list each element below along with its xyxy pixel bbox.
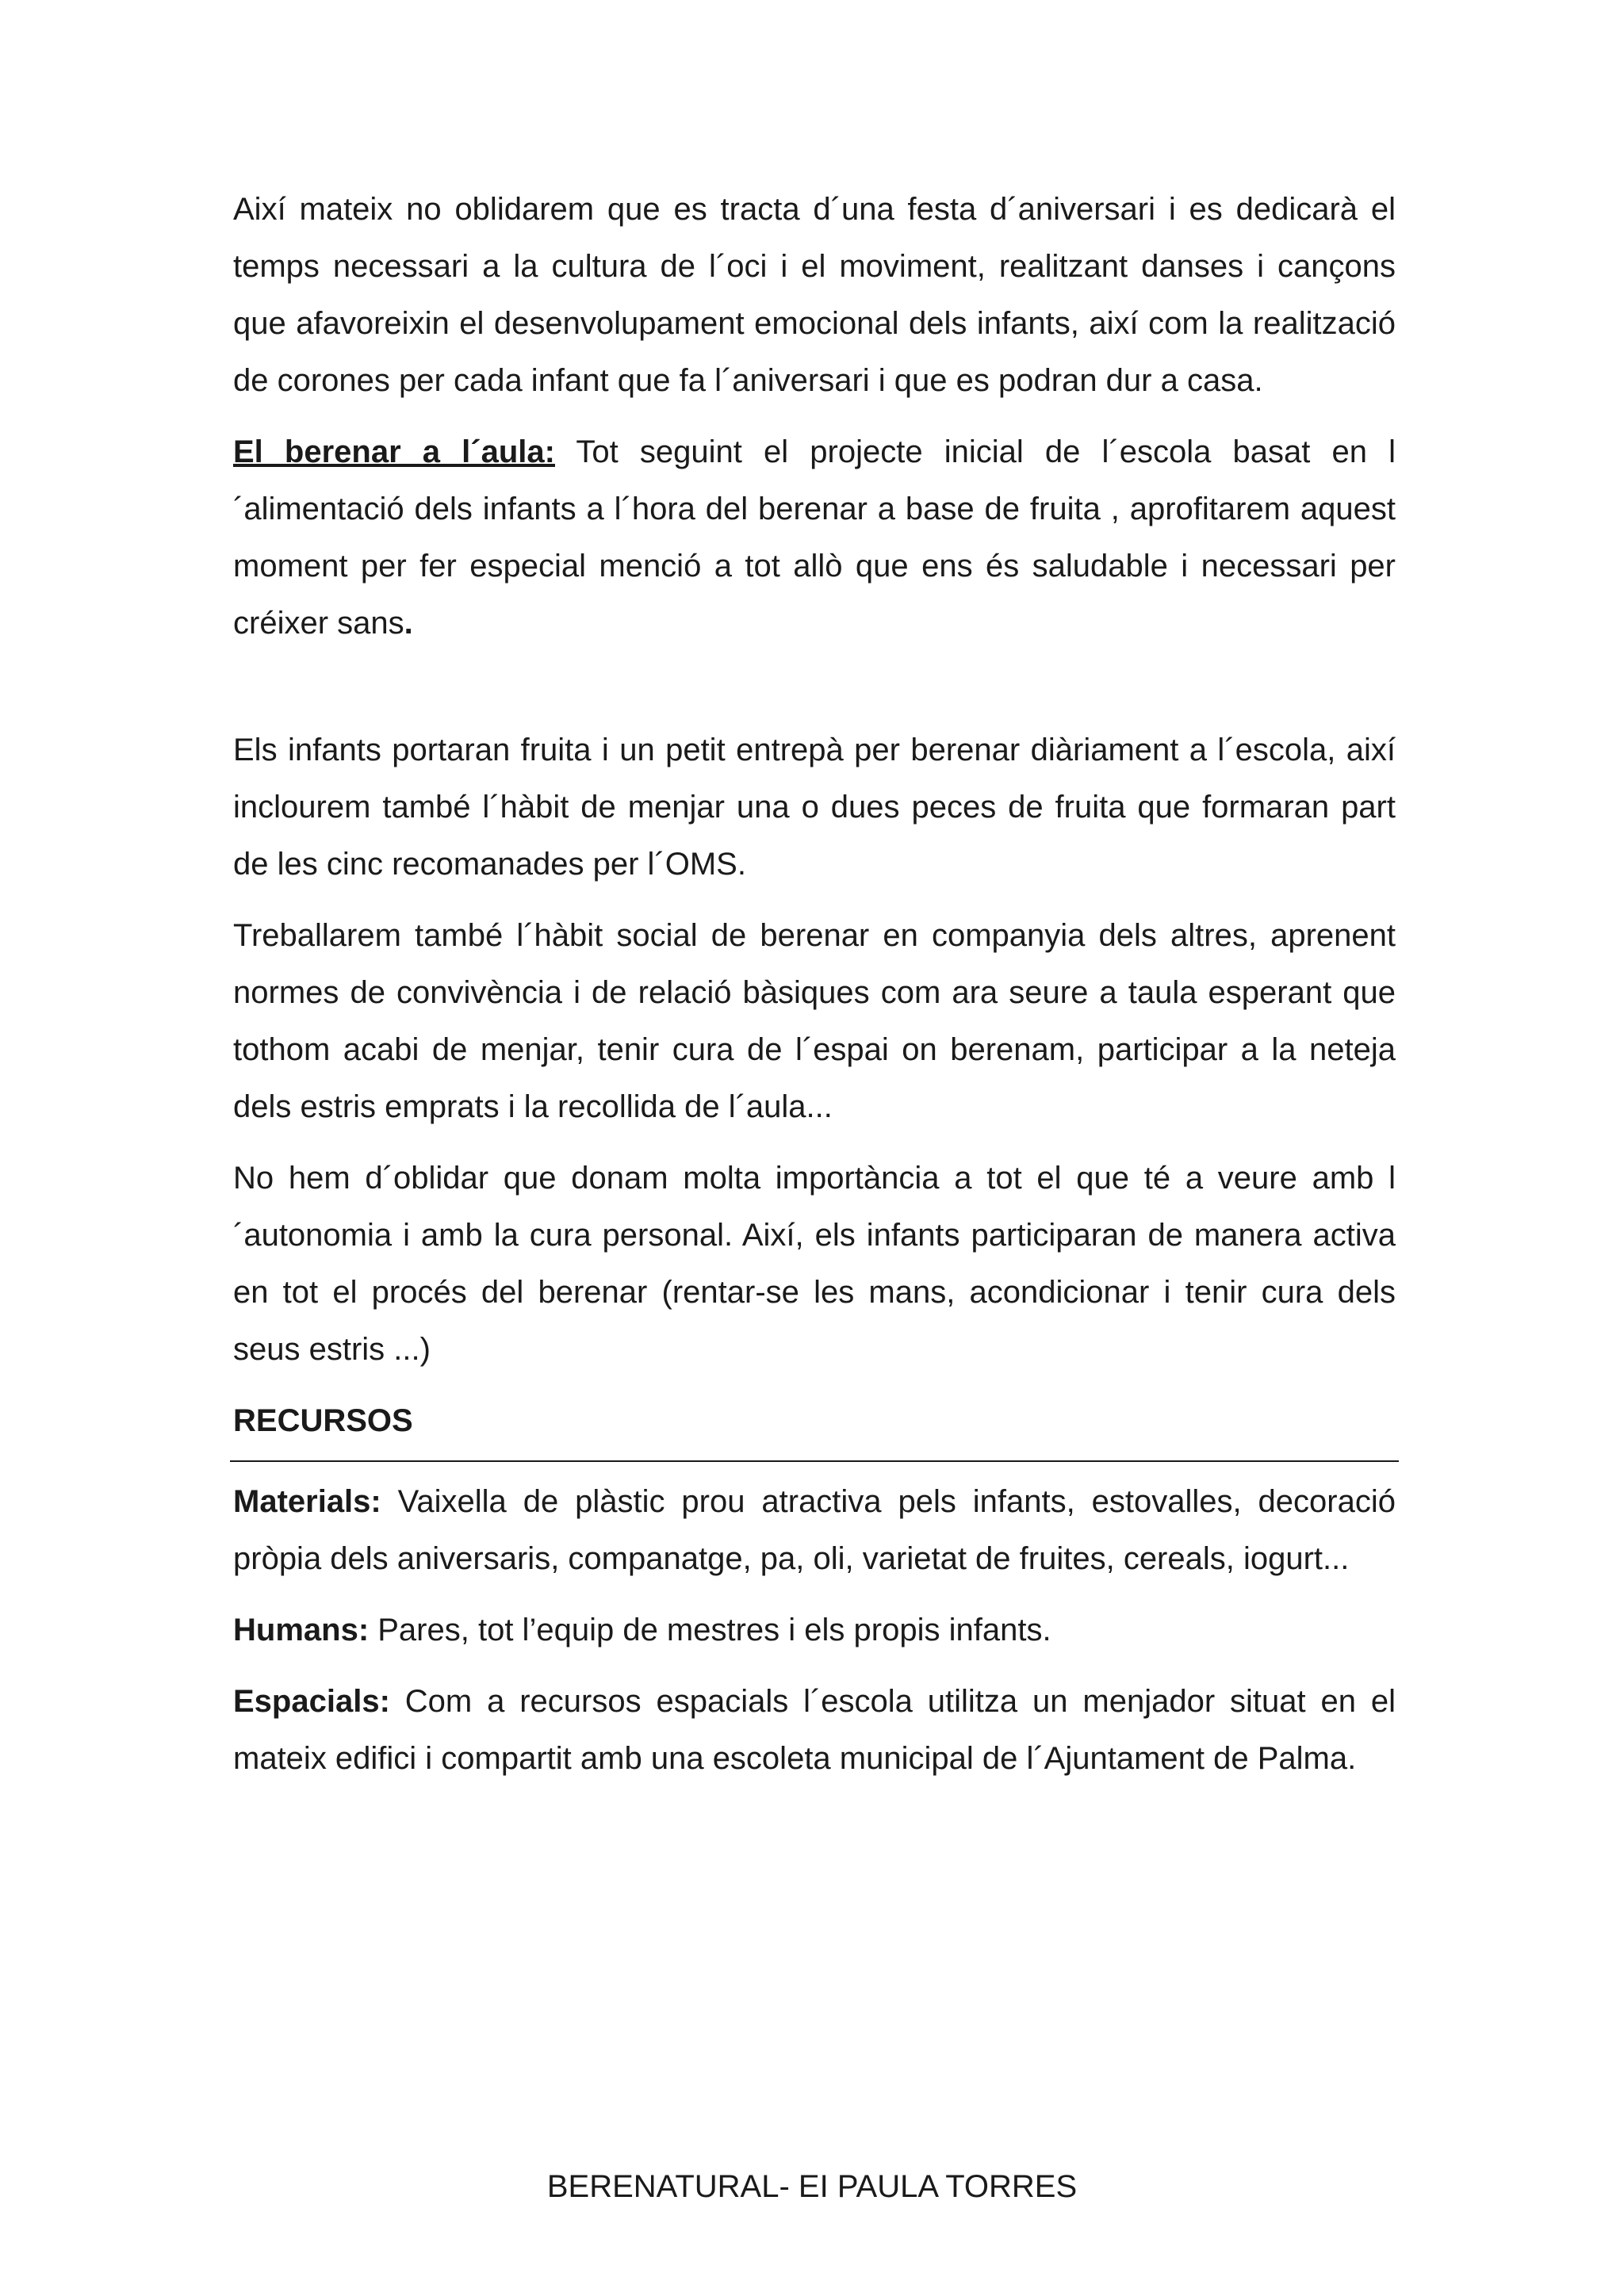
paragraph-aniversari: Així mateix no oblidarem que es tracta d´una festa d´aniversari i es dedicarà el temps necessari a la cultura de l´oci i el moviment, realitzant danses i cançons que afavoreixin el desenvolupament emocional dels infants, així com la realització de corones per cada infant que fa l´aniversari i que es podran dur a casa. xyxy=(233,192,1396,398)
materials-text: Vaixella de plàstic prou atractiva pels infants, estovalles, decoració pròpia dels aniversaris, companatge, pa, oli, varietat de fruites, cereals, iogurt... xyxy=(233,1484,1396,1576)
paragraph-materials xyxy=(233,1473,1396,1587)
humans-label: Humans: xyxy=(233,1613,370,1647)
spacer xyxy=(233,1659,1396,1673)
spacer xyxy=(233,409,1396,423)
spacer xyxy=(233,1135,1396,1150)
horizontal-rule xyxy=(230,1460,1399,1462)
berenar-aula-text: Tot seguint el projecte inicial de l´escola basat en l´alimentació dels infants a l´hora del berenar a base de fruita , aprofitarem aquest moment per fer especial menció a tot allò que ens és saludable i necessari per créixer sans xyxy=(233,434,1396,641)
materials-label: Materials: xyxy=(233,1484,381,1519)
spacer xyxy=(233,893,1396,907)
berenar-aula-end: . xyxy=(404,606,413,641)
paragraph-humans xyxy=(233,1601,1396,1659)
spacer xyxy=(233,1587,1396,1601)
page-footer: BERENATURAL- EI PAULA TORRES xyxy=(546,2169,1078,2204)
spacer xyxy=(233,652,1396,721)
document-body xyxy=(233,181,1396,1787)
spacer xyxy=(233,1378,1396,1392)
paragraph-infants-fruita: Els infants portaran fruita i un petit entrepà per berenar diàriament a l´escola, així inclourem també l´hàbit de menjar una o dues peces de fruita que formaran part de les cinc recomanades per l´OMS. xyxy=(233,733,1396,882)
berenar-aula-label: El berenar a l´aula: xyxy=(233,434,555,469)
espacials-text: Com a recursos espacials l´escola utilitza un menjador situat en el mateix edifici i compartit amb una escoleta municipal de l´Ajuntament de Palma. xyxy=(233,1684,1396,1776)
paragraph-espacials xyxy=(233,1673,1396,1787)
humans-text: Pares, tot l’equip de mestres i els propis infants. xyxy=(369,1613,1051,1647)
espacials-label: Espacials: xyxy=(233,1684,390,1719)
recursos-heading: RECURSOS xyxy=(233,1403,413,1438)
paragraph-autonomia: No hem d´oblidar que donam molta importància a tot el que té a veure amb l´autonomia i amb la cura personal. Així, els infants participaran de manera activa en tot el procés del berenar (rentar-se les mans, acondicionar i tenir cura dels seus estris ...) xyxy=(233,1161,1396,1367)
paragraph-berenar-aula xyxy=(233,423,1396,652)
paragraph-habit-social: Treballarem també l´hàbit social de berenar en companyia dels altres, aprenent normes de convivència i de relació bàsiques com ara seure a taula esperant que tothom acabi de menjar, tenir cura de l´espai on berenam, participar a la neteja dels estris emprats i la recollida de l´aula... xyxy=(233,918,1396,1124)
